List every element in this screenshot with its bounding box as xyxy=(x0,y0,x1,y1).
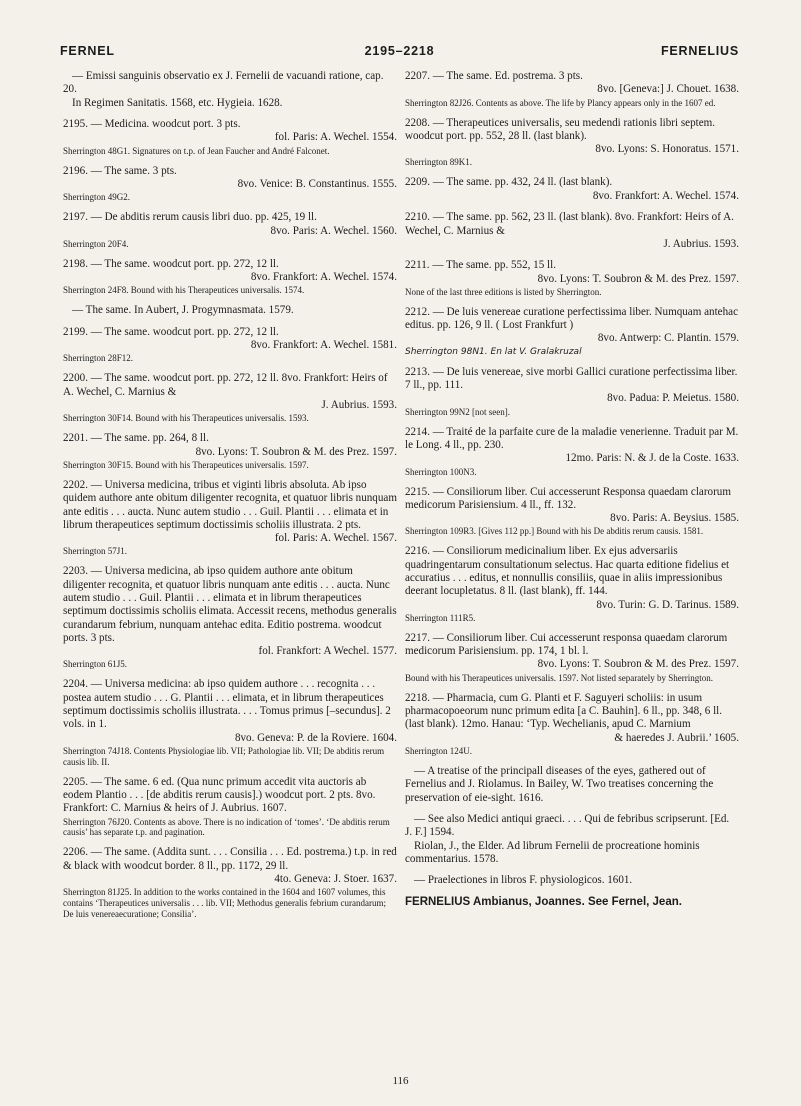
entry-note: Sherrington 48G1. Signatures on t.p. of Jean Faucher and André Falconet. xyxy=(63,145,330,156)
entry-note: Sherrington 30F15. Bound with his Therapeutices universalis. 1597. xyxy=(63,459,309,470)
entry-note: Sherrington 61J5. xyxy=(63,659,127,670)
entry-imprint: 8vo. Lyons: T. Soubron & M. des Prez. 1597. xyxy=(537,658,739,671)
left-column xyxy=(63,70,397,1055)
entry-praelectiones xyxy=(405,874,739,887)
entry-text: 2213. — De luis venereae, sive morbi Gallici curatione perfectissima liber. 7 ll., pp. 111. xyxy=(405,365,738,392)
entry-text: 2210. — The same. pp. 562, 23 ll. (last blank). 8vo. Frankfort: Heirs of A. Wechel, C. Marnius & xyxy=(405,211,734,237)
entry-text: — Praelectiones in libros F. physiologicos. 1601. xyxy=(414,874,633,887)
entry-note: Sherrington 124U. xyxy=(405,745,472,756)
entry-imprint: 8vo. Frankfort: A. Wechel. 1581. xyxy=(250,339,397,352)
entry-imprint: fol. Paris: A. Wechel. 1554. xyxy=(274,131,397,144)
entry-2204 xyxy=(63,678,397,767)
entry-imprint: 8vo. Frankfort: A. Wechel. 1574. xyxy=(592,189,739,202)
entry-note: Sherrington 89K1. xyxy=(405,157,472,168)
entry-note: Sherrington 82J26. Contents as above. The life by Plancy appears only in the 1607 ed. xyxy=(405,97,716,108)
entry-text: 2198. — The same. woodcut port. pp. 272, 12 ll. xyxy=(63,257,279,270)
entry-text: 2195. — Medicina. woodcut port. 3 pts. xyxy=(63,118,241,131)
entry-2207 xyxy=(405,70,739,108)
entry-2205 xyxy=(63,776,397,838)
entry-2215 xyxy=(405,486,739,538)
entry-treatise xyxy=(405,765,739,805)
entry-note: Sherrington 76J20. Contents as above. There is no indication of ‘tomes’. ‘De abditis rerum causis’ has separate t.p. and pagination. xyxy=(63,816,390,838)
entry xyxy=(63,70,397,110)
entry-note: None of the last three editions is listed by Sherrington. xyxy=(405,286,602,297)
entry-note: Sherrington 81J25. In addition to the works contained in the 1604 and 1607 volumes, this contains ‘Therapeutices universalis . . . lib. VII; Methodus generalis febrium curandarum; De luis venereaecuratione; Consilia’. xyxy=(63,887,386,919)
entry-2208 xyxy=(405,117,739,169)
entry-2197 xyxy=(63,211,397,249)
entry-text: 2215. — Consiliorum liber. Cui accesserunt Responsa quaedam clarorum medicorum Parisiensium. 4 ll., ff. 132. xyxy=(405,485,731,511)
entry-text: 2196. — The same. 3 pts. xyxy=(63,164,177,177)
entry-note: Sherrington 30F14. Bound with his Therapeutices universalis. 1593. xyxy=(63,413,309,424)
entry-2209 xyxy=(405,176,739,203)
entry-2210 xyxy=(405,211,739,251)
header-range: 2195–2218 xyxy=(364,44,435,58)
entry-2202 xyxy=(63,479,397,557)
entry-note: Sherrington 20F4. xyxy=(63,238,129,249)
entry-imprint: 8vo. Turin: G. D. Tarinus. 1589. xyxy=(596,598,739,611)
entry-imprint: fol. Paris: A. Wechel. 1567. xyxy=(274,532,397,545)
entry-note: Sherrington 49G2. xyxy=(63,192,130,203)
entry-text: 2202. — Universa medicina, tribus et viginti libris absoluta. Ab ipso quidem authore ante obitum diligenter recognita, et quatuor libris nunquam ante editis . . . aucta. Nunc autem studio . . . Guil. Plantii . . . elimata et in librum therapeutices septimum doctissimis scholiis illustrata. 2 pts. xyxy=(63,478,397,531)
entry-2198 xyxy=(63,258,397,296)
entry-text: — The same. In Aubert, J. Progymnasmata. 1579. xyxy=(72,304,294,317)
entry-text: 2200. — The same. woodcut port. pp. 272, 12 ll. 8vo. Frankfort: Heirs of A. Wechel, C. Marnius & xyxy=(63,372,388,398)
entry-imprint: 8vo. [Geneva:] J. Chouet. 1638. xyxy=(597,83,739,96)
entry-imprint: 8vo. Geneva: P. de la Roviere. 1604. xyxy=(234,731,397,744)
entry-2200 xyxy=(63,372,397,424)
entry-text: 2201. — The same. pp. 264, 8 ll. xyxy=(63,432,209,445)
entry-text: 2199. — The same. woodcut port. pp. 272, 12 ll. xyxy=(63,325,279,338)
entry-imprint: fol. Frankfort: A Wechel. 1577. xyxy=(258,645,397,658)
entry-imprint: 8vo. Venice: B. Constantinus. 1555. xyxy=(237,177,397,190)
entry-text: 2209. — The same. pp. 432, 24 ll. (last blank). xyxy=(405,176,613,189)
entry-2201 xyxy=(63,432,397,470)
entry-text: 2207. — The same. Ed. postrema. 3 pts. xyxy=(405,70,583,82)
right-column xyxy=(405,70,739,1055)
header-left: FERNEL xyxy=(60,44,115,58)
entry-note: Sherrington 111R5. xyxy=(405,612,476,623)
entry-cross-ref xyxy=(63,304,397,317)
entry-imprint: 12mo. Paris: N. & J. de la Coste. 1633. xyxy=(565,452,739,465)
entry-note: Sherrington 74J18. Contents Physiologiae lib. VII; Pathologiae lib. VII; De abditis rerum causis lib. II. xyxy=(63,745,385,767)
entry-text: 2211. — The same. pp. 552, 15 ll. xyxy=(405,259,556,272)
entry-2218 xyxy=(405,692,739,757)
entry-2203 xyxy=(63,565,397,670)
entry-text: — Emissi sanguinis observatio ex J. Fernelii de vacuandi ratione, cap. 20. xyxy=(63,70,384,96)
entry-heading: FERNELIUS Ambianus, Joannes. See Fernel, Jean. xyxy=(405,895,682,908)
entry-note: Sherrington 57J1. xyxy=(63,546,127,557)
entry-text: — See also Medici antiqui graeci. . . . Qui de febribus scripserunt. [Ed. J. F.] 1594. xyxy=(405,812,730,839)
entry-2211 xyxy=(405,259,739,297)
entry-imprint: 4to. Geneva: J. Stoer. 1637. xyxy=(274,872,397,885)
entry-text: In Regimen Sanitatis. 1568, etc. Hygieia. 1628. xyxy=(72,96,283,109)
entry-imprint: 8vo. Lyons: S. Honoratus. 1571. xyxy=(595,143,739,156)
entry-2196 xyxy=(63,165,397,203)
entry-text: 2214. — Traité de la parfaite cure de la maladie venerienne. Traduit par M. le Long. 4 ll., pp. 230. xyxy=(405,425,739,451)
entry-imprint: 8vo. Paris: A. Wechel. 1560. xyxy=(270,224,397,237)
header-right: FERNELIUS xyxy=(660,44,739,58)
entry-note: Sherrington 109R3. [Gives 112 pp.] Bound with his De abditis rerum causis. 1581. xyxy=(405,526,704,537)
entry-imprint: 8vo. Lyons: T. Soubron & M. des Prez. 1597. xyxy=(195,445,397,458)
entry-2216 xyxy=(405,545,739,623)
entry-see-also xyxy=(405,813,739,866)
entry-text: 2204. — Universa medicina: ab ipso quidem authore . . . recognita . . . postea autem studio . . . G. Plantii . . . elimata, et in librum therapeutices septimum doctissimis scholiis illustrata. . . . Tomus primus [–secundus]. 2 vols. in 1. xyxy=(63,678,391,731)
entry-note: Sherrington 99N2 [not seen]. xyxy=(405,406,510,417)
entry-note: Sherrington 100N3. xyxy=(405,466,477,477)
entry-2214 xyxy=(405,426,739,478)
entry-note-handwritten: Sherrington 98N1. En lat V. Gralakruzal xyxy=(405,346,582,357)
entry-text: 2197. — De abditis rerum causis libri duo. pp. 425, 19 ll. xyxy=(63,211,317,224)
page-number: 116 xyxy=(392,1075,409,1087)
entry-text: 2205. — The same. 6 ed. (Qua nunc primum accedit vita auctoris ab eodem Plantio . . . [de abditis rerum causis].) woodcut port. 2 pts. 8vo. Frankfort: C. Marnius & heirs of J. Aubrius. 1607. xyxy=(63,775,376,815)
entry-2212 xyxy=(405,306,739,358)
entry-2206 xyxy=(63,846,397,919)
entry-note: Sherrington 24F8. Bound with his Therapeutices universalis. 1574. xyxy=(63,285,305,296)
entry-imprint: & haeredes J. Aubrii.’ 1605. xyxy=(614,731,739,744)
entry-text: 2218. — Pharmacia, cum G. Planti et F. Saguyeri scholiis: in usum pharmacopoeorum nunc primum edita [a C. Bauhin]. 6 ll., pp. 348, 6 ll. (last blank). 12mo. Hanau: ‘Typ. Wechelianis, apud C. Marnium xyxy=(405,691,723,731)
entry-text: 2212. — De luis venereae curatione perfectissima liber. Numquam antehac editus. pp. 126, 9 ll. ( Lost Frankfurt ) xyxy=(405,305,738,332)
entry-text: 2216. — Consiliorum medicinalium liber. Ex ejus adversariis quadringentarum consultationum selectus. Hac quarta editione fidelius et accuratius . . . editus, et nonnullis consiliis, quae in aliis impressionibus deerant locupletatus. 8 ll. (last blank), ff. 144. xyxy=(405,545,730,598)
entry-text: Riolan, J., the Elder. Ad librum Fernelii de procreatione hominis commentarius. 1578. xyxy=(405,839,700,865)
entry-fernelius-ref xyxy=(405,896,739,909)
entry-text: 2217. — Consiliorum liber. Cui accesserunt responsa quaedam clarorum medicorum Parisiensium. pp. 174, 1 bl. l. xyxy=(405,631,728,658)
entry-2195 xyxy=(63,118,397,156)
entry-note: Sherrington 28F12. xyxy=(63,353,134,364)
entry-imprint: 8vo. Padua: P. Meietus. 1580. xyxy=(607,392,739,405)
entry-imprint: 8vo. Frankfort: A. Wechel. 1574. xyxy=(250,271,397,284)
entry-text: 2208. — Therapeutices universalis, seu medendi rationis libri septem. woodcut port. pp. 552, 28 ll. (last blank). xyxy=(405,116,716,142)
entry-2217 xyxy=(405,632,739,684)
entry-text: 2206. — The same. (Addita sunt. . . . Consilia . . . Ed. postrema.) t.p. in red & black with woodcut border. 8 ll., pp. 1172, 29 ll. xyxy=(63,846,397,872)
entry-imprint: 8vo. Lyons: T. Soubron & M. des Prez. 1597. xyxy=(537,272,739,285)
entry-note: Bound with his Therapeutices universalis. 1597. Not listed separately by Sherrington. xyxy=(405,672,714,683)
entry-imprint: 8vo. Antwerp: C. Plantin. 1579. xyxy=(597,332,739,345)
entry-imprint: 8vo. Paris: A. Beysius. 1585. xyxy=(610,512,739,525)
entry-imprint: J. Aubrius. 1593. xyxy=(663,237,739,250)
entry-2199 xyxy=(63,326,397,364)
entry-2213 xyxy=(405,366,739,418)
entry-imprint: J. Aubrius. 1593. xyxy=(321,399,397,412)
entry-text: — A treatise of the principall diseases of the eyes, gathered out of Fernelius and J. Riolamus. In Bailey, W. Two treatises concerning the preservation of eie-sight. 1616. xyxy=(405,764,714,804)
running-header xyxy=(60,44,739,64)
entry-text: 2203. — Universa medicina, ab ipso quidem authore ante obitum diligenter recognita, et quatuor libris nunquam ante editis . . . aucta. Nunc autem studio . . . Guil. Plantii . . . elimata et in librum therapeutices septimum doctissimis scholiis elimata. Accessit recens, methodus generalis curandarum febrium, nunquam antehac edita. Editio postrema. woodcut ports. 3 pts. xyxy=(63,565,397,644)
